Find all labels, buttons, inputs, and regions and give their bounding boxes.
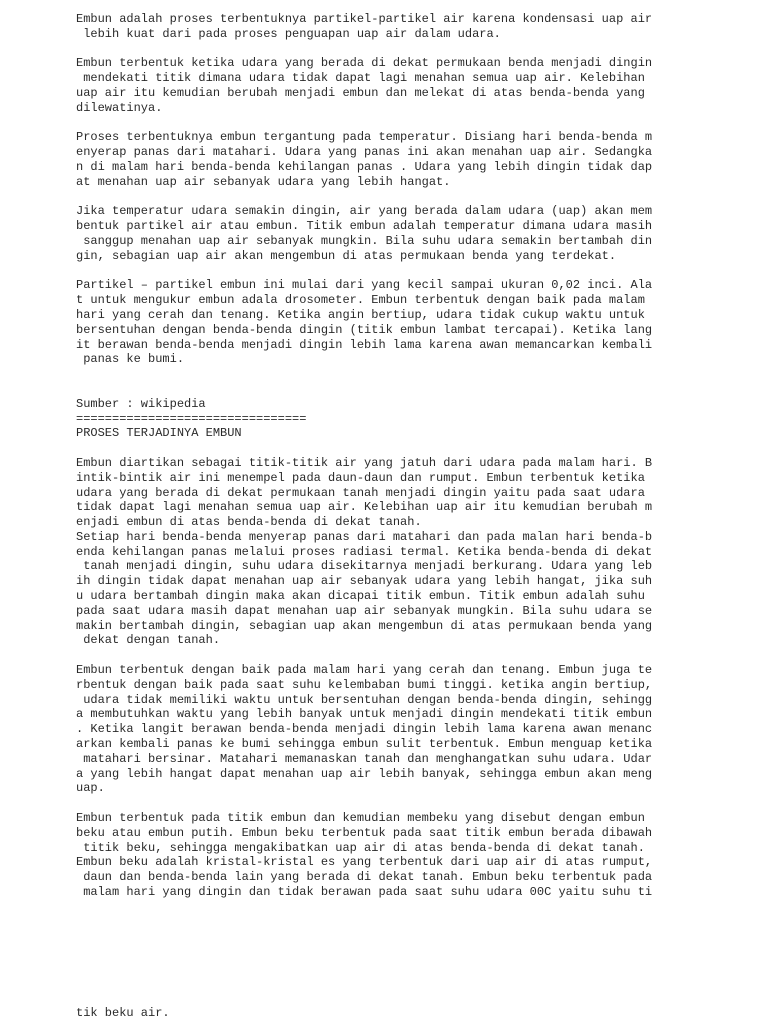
text-line: uap air itu kemudian berubah menjadi embun dan melekat di atas benda-benda yang [76, 85, 645, 100]
text-line: Embun adalah proses terbentuknya partikel-partikel air karena kondensasi uap air [76, 12, 653, 26]
text-line: enda kehilangan panas melalui proses radiasi termal. Ketika benda-benda di dekat [76, 544, 653, 559]
text-line: . Ketika langit berawan benda-benda menjadi dingin lebih lama karena awan menanc [76, 722, 653, 737]
text-line: dekat dengan tanah. [76, 633, 221, 648]
text-line: Embun terbentuk ketika udara yang berada di dekat permukaan benda menjadi dingin [76, 56, 653, 71]
text-line: Embun terbentuk dengan baik pada malam hari yang cerah dan tenang. Embun juga te [76, 663, 653, 678]
text-line: makin bertambah dingin, sebagian uap akan mengembun di atas permukaan benda yang [76, 618, 653, 633]
text-line: n di malam hari benda-benda kehilangan panas . Udara yang lebih dingin tidak dap [76, 159, 653, 174]
text-line: Embun terbentuk pada titik embun dan kemudian membeku yang disebut dengan embun [76, 811, 645, 826]
source-line: Sumber : wikipedia [76, 396, 206, 411]
text-line: udara yang berada di dekat permukaan tanah menjadi dingin yaitu pada saat udara [76, 485, 645, 500]
paragraph-3 [76, 130, 716, 189]
text-line: matahari bersinar. Matahari memanaskan tanah dan menghangatkan suhu udara. Udar [76, 751, 653, 766]
text-line: hari yang cerah dan tenang. Ketika angin bertiup, udara tidak cukup waktu untuk [76, 307, 645, 322]
text-line: tanah menjadi dingin, suhu udara disekitarnya menjadi berkurang. Udara yang leb [76, 559, 653, 574]
footer-line: tik beku air. [76, 1006, 170, 1020]
text-line: a membutuhkan waktu yang lebih banyak untuk menjadi dingin mendekati titik embun [76, 707, 653, 722]
text-line: dilewatinya. [76, 100, 163, 115]
text-line: arkan kembali panas ke bumi sehingga embun sulit terbentuk. Embun menguap ketika [76, 737, 653, 752]
text-line: enyerap panas dari matahari. Udara yang panas ini akan menahan uap air. Sedangka [76, 145, 653, 160]
text-line: titik beku, sehingga mengakibatkan uap air di atas benda-benda di dekat tanah. [76, 840, 645, 855]
text-line: u udara bertambah dingin maka akan dicapai titik embun. Titik embun adalah suhu [76, 589, 645, 604]
section-paragraph-2 [76, 663, 716, 796]
text-line: pada saat udara masih dapat menahan uap air sebanyak mungkin. Bila suhu udara se [76, 603, 653, 618]
text-line: bentuk partikel air atau embun. Titik embun adalah temperatur dimana udara masih [76, 219, 653, 234]
text-line: beku atau embun putih. Embun beku terbentuk pada saat titik embun berada dibawah [76, 825, 653, 840]
text-line: ih dingin tidak dapat menahan uap air sebanyak udara yang lebih hangat, jika suh [76, 574, 653, 589]
paragraph-4 [76, 204, 716, 263]
section-paragraph-3 [76, 811, 716, 900]
text-line: t untuk mengukur embun adala drosometer. Embun terbentuk dengan baik pada malam [76, 293, 645, 308]
text-line: at menahan uap air sebanyak udara yang lebih hangat. [76, 174, 451, 189]
text-line: Setiap hari benda-benda menyerap panas dari matahari dan pada malan hari benda-b [76, 529, 653, 544]
section-title: PROSES TERJADINYA EMBUN [76, 426, 242, 441]
text-line: rbentuk dengan baik pada saat suhu kelembaban bumi tinggi. ketika angin bertiup, [76, 677, 653, 692]
text-line: Jika temperatur udara semakin dingin, air yang berada dalam udara (uap) akan mem [76, 204, 653, 219]
text-line: enjadi embun di atas benda-benda di dekat tanah. [76, 515, 422, 530]
text-line: gin, sebagian uap air akan mengembun di atas permukaan benda yang terdekat. [76, 248, 617, 263]
text-line: panas ke bumi. [76, 352, 185, 367]
text-line: mendekati titik dimana udara tidak dapat lagi menahan semua uap air. Kelebihan [76, 71, 645, 86]
document-body [76, 12, 716, 900]
separator-line: ================================ [76, 411, 307, 426]
text-line: bersentuhan dengan benda-benda dingin (titik embun lambat tercapai). Ketika lang [76, 322, 653, 337]
text-line: it berawan benda-benda menjadi dingin lebih lama karena awan memancarkan kembali [76, 337, 653, 352]
text-line: lebih kuat dari pada proses penguapan uap air dalam udara. [76, 26, 501, 41]
text-line: udara tidak memiliki waktu untuk bersentuhan dengan benda-benda dingin, sehingg [76, 692, 653, 707]
text-line: sanggup menahan uap air sebanyak mungkin. Bila suhu udara semakin bertambah din [76, 233, 653, 248]
paragraph-5 [76, 278, 716, 367]
text-line: intik-bintik air ini menempel pada daun-daun dan rumput. Embun terbentuk ketika [76, 470, 645, 485]
text-line: tidak dapat lagi menahan semua uap air. Kelebihan uap air itu kemudian berubah m [76, 500, 653, 515]
text-line: uap. [76, 781, 105, 796]
text-line: a yang lebih hangat dapat menahan uap air lebih banyak, sehingga embun akan meng [76, 766, 653, 781]
text-line: Partikel – partikel embun ini mulai dari yang kecil sampai ukuran 0,02 inci. Ala [76, 278, 653, 293]
paragraph-1 [76, 12, 716, 42]
text-line: malam hari yang dingin dan tidak berawan pada saat suhu udara 00C yaitu suhu ti [76, 885, 653, 900]
text-line: Proses terbentuknya embun tergantung pada temperatur. Disiang hari benda-benda m [76, 130, 653, 145]
text-line: daun dan benda-benda lain yang berada di dekat tanah. Embun beku terbentuk pada [76, 870, 653, 885]
paragraph-2 [76, 56, 716, 115]
section-paragraph-1 [76, 456, 716, 648]
text-line: Embun diartikan sebagai titik-titik air yang jatuh dari udara pada malam hari. B [76, 455, 653, 470]
text-line: Embun beku adalah kristal-kristal es yang terbentuk dari uap air di atas rumput, [76, 855, 653, 870]
